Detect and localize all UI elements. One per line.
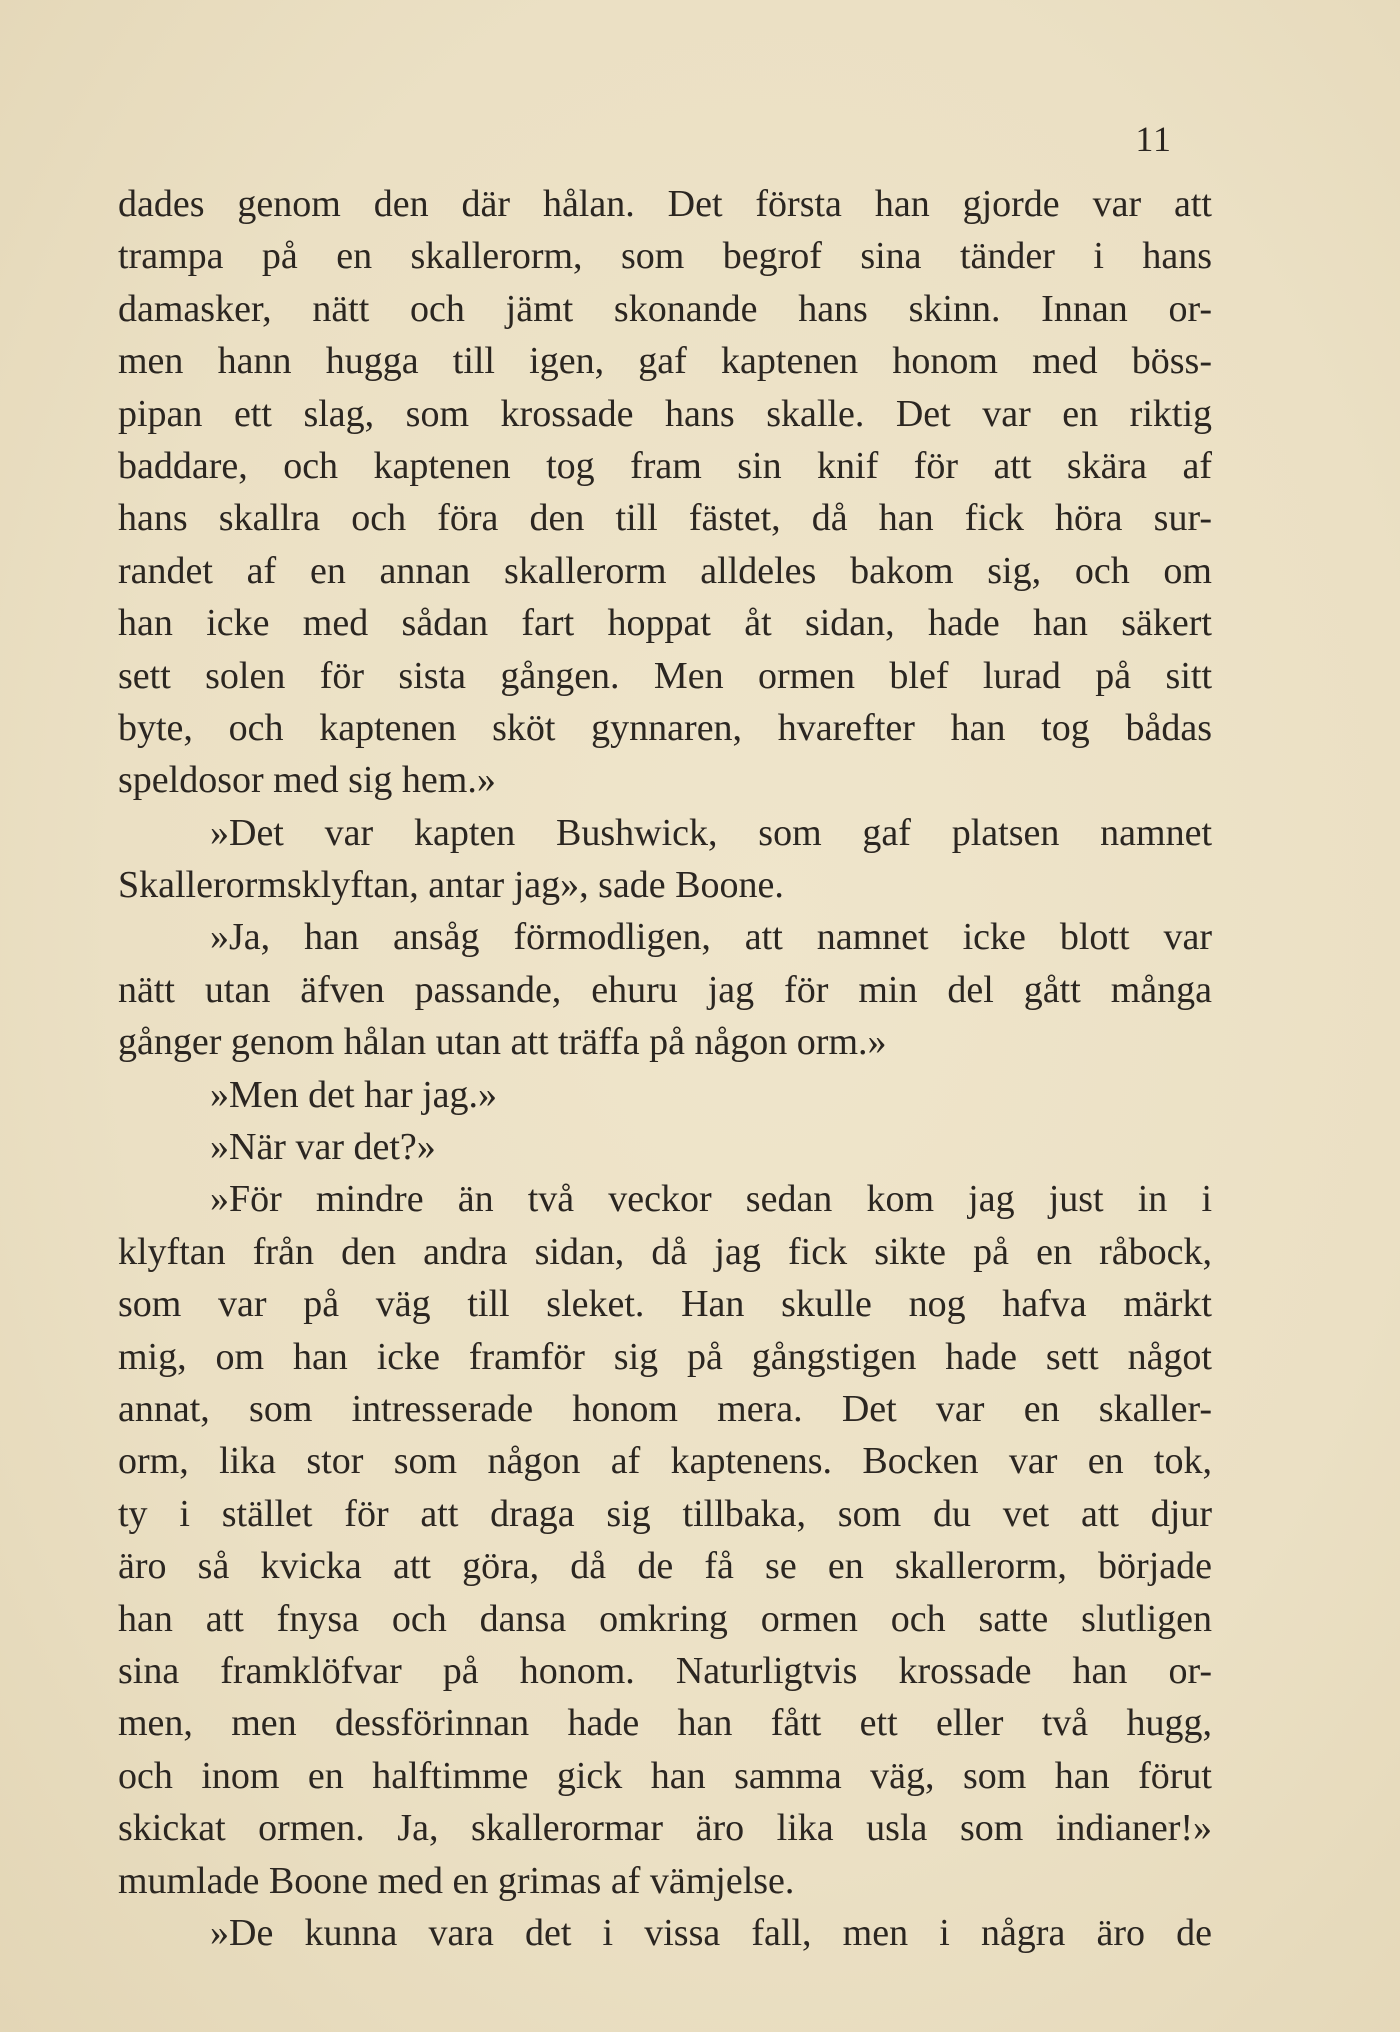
text-line: Skallerormsklyftan, antar jag», sade Boone.: [118, 864, 784, 907]
page-number: 11: [1135, 119, 1172, 159]
text-line: randet af en annan skallerorm alldeles bakom sig, och om: [118, 549, 1212, 592]
text-line: gånger genom hålan utan att träffa på någon orm.»: [118, 1021, 887, 1064]
text-line: skickat ormen. Ja, skallerormar äro lika usla som indianer!»: [118, 1807, 1212, 1850]
text-line: hans skallra och föra den till fästet, då han fick höra sur-: [118, 497, 1212, 540]
text-line: men hann hugga till igen, gaf kaptenen honom med böss-: [118, 340, 1212, 383]
text-line: »Det var kapten Bushwick, som gaf platsen namnet: [210, 811, 1212, 854]
text-line: men, men dessförinnan hade han fått ett eller två hugg,: [118, 1702, 1212, 1745]
text-line: byte, och kaptenen sköt gynnaren, hvarefter han tog bådas: [118, 706, 1212, 749]
text-line: »När var det?»: [210, 1126, 436, 1169]
body-text: [118, 178, 1212, 1959]
text-line: han att fnysa och dansa omkring ormen och satte slutligen: [118, 1597, 1212, 1640]
text-line: »Ja, han ansåg förmodligen, att namnet icke blott var: [210, 916, 1212, 959]
text-line: äro så kvicka att göra, då de få se en skallerorm, började: [118, 1545, 1212, 1588]
text-line: mig, om han icke framför sig på gångstigen hade sett något: [118, 1335, 1212, 1378]
text-line: nätt utan äfven passande, ehuru jag för min del gått många: [118, 968, 1212, 1011]
text-line: klyftan från den andra sidan, då jag fick sikte på en råbock,: [118, 1230, 1212, 1273]
text-line: mumlade Boone med en grimas af vämjelse.: [118, 1859, 795, 1902]
text-line: damasker, nätt och jämt skonande hans skinn. Innan or-: [118, 287, 1212, 330]
text-line: han icke med sådan fart hoppat åt sidan, hade han säkert: [118, 602, 1212, 645]
text-line: trampa på en skallerorm, som begrof sina tänder i hans: [118, 235, 1212, 278]
text-line: som var på väg till sleket. Han skulle nog hafva märkt: [118, 1283, 1212, 1326]
text-line: »Men det har jag.»: [210, 1073, 498, 1116]
text-line: »De kunna vara det i vissa fall, men i några äro de: [210, 1911, 1212, 1954]
text-line: baddare, och kaptenen tog fram sin knif för att skära af: [118, 444, 1212, 487]
text-line: »För mindre än två veckor sedan kom jag just in i: [210, 1178, 1212, 1221]
text-line: och inom en halftimme gick han samma väg, som han förut: [118, 1754, 1212, 1797]
text-line: orm, lika stor som någon af kaptenens. Bocken var en tok,: [118, 1440, 1212, 1483]
text-line: dades genom den där hålan. Det första han gjorde var att: [118, 183, 1212, 225]
text-line: annat, som intresserade honom mera. Det var en skaller-: [118, 1387, 1212, 1430]
text-line: ty i stället för att draga sig tillbaka, som du vet att djur: [118, 1492, 1212, 1535]
text-line: sina framklöfvar på honom. Naturligtvis krossade han or-: [118, 1649, 1212, 1692]
text-line: pipan ett slag, som krossade hans skalle. Det var en riktig: [118, 392, 1212, 435]
text-line: sett solen för sista gången. Men ormen blef lurad på sitt: [118, 654, 1212, 697]
text-line: speldosor med sig hem.»: [118, 759, 496, 802]
